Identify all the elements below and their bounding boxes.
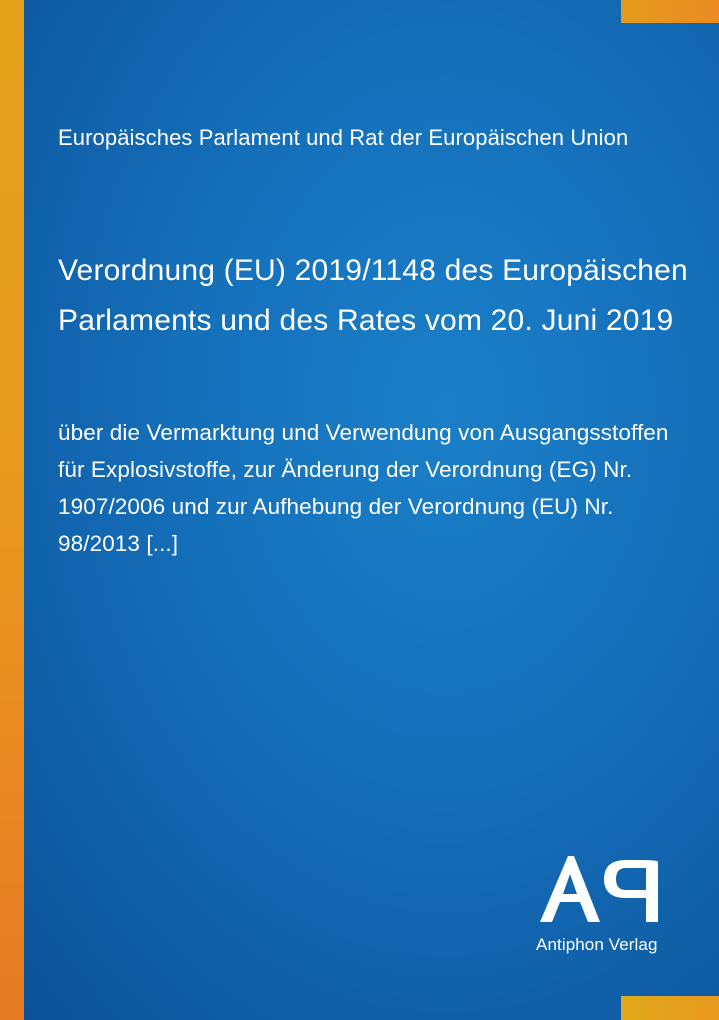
bottom-right-accent: [621, 996, 719, 1020]
book-title: Verordnung (EU) 2019/1148 des Europäischen Parlaments und des Rates vom 20. Juni 2019: [58, 254, 688, 337]
top-right-accent: [621, 0, 719, 23]
publisher-name: Antiphon Verlag: [536, 935, 658, 954]
left-accent-strip: [0, 0, 24, 1020]
author-text: Europäisches Parlament und Rat der Europäischen Union: [58, 125, 629, 150]
book-subtitle: über die Vermarktung und Verwendung von Ausgangsstoffen für Explosivstoffe, zur Änderung der Verordnung (EG) Nr. 1907/2006 und zur Aufhebung der Verordnung (EU) Nr. 98/2013 [...]: [58, 420, 669, 556]
